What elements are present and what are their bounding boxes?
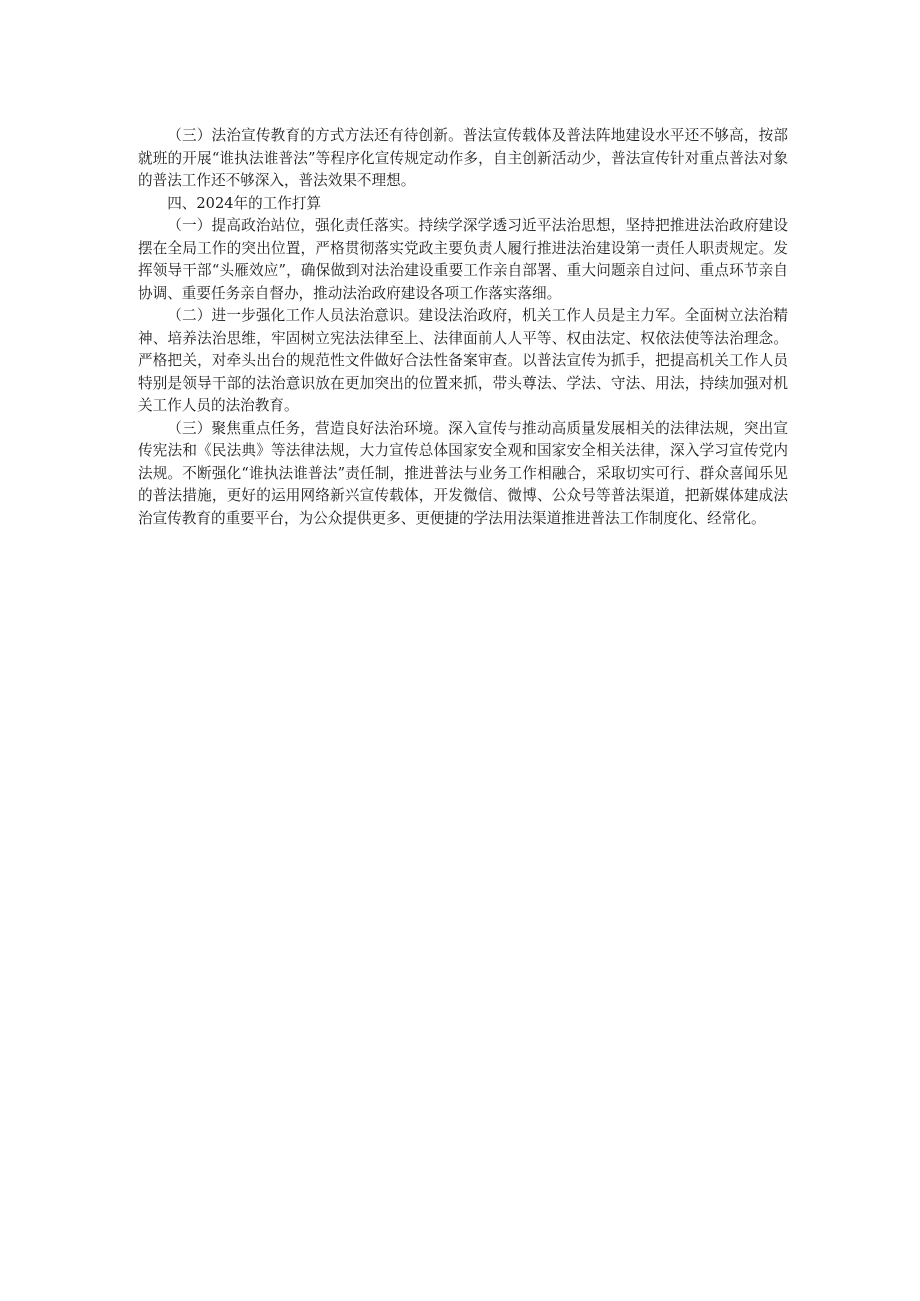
document-body: [138, 125, 788, 530]
section-heading-2024-plan: 四、2024年的工作打算: [167, 194, 322, 212]
paragraph-plan-3: （三）聚焦重点任务，营造良好法治环境。深入宣传与推动高质量发展相关的法律法规，突出宣传宪法和《民法典》等法律法规，大力宣传总体国家安全观和国家安全相关法律，深入学习宣传党内法规。不断强化“谁执法谁普法”责任制，推进普法与业务工作相融合，采取切实可行、群众喜闻乐见的普法措施，更好的运用网络新兴宣传载体，开发微信、微博、公众号等普法渠道，把新媒体建成法治宣传教育的重要平台，为公众提供更多、更便捷的学法用法渠道推进普法工作制度化、经常化。: [138, 419, 788, 527]
paragraph-problem-3: （三）法治宣传教育的方式方法还有待创新。普法宣传载体及普法阵地建设水平还不够高，按部就班的开展“谁执法谁普法”等程序化宣传规定动作多，自主创新活动少，普法宣传针对重点普法对象的普法工作还不够深入，普法效果不理想。: [138, 127, 788, 189]
paragraph-plan-2: （二）进一步强化工作人员法治意识。建设法治政府，机关工作人员是主力军。全面树立法治精神、培养法治思维，牢固树立宪法法律至上、法律面前人人平等、权由法定、权依法使等法治理念。严格把关，对牵头出台的规范性文件做好合法性备案审查。以普法宣传为抓手，把提高机关工作人员特别是领导干部的法治意识放在更加突出的位置来抓，带头尊法、学法、守法、用法，持续加强对机关工作人员的法治教育。: [138, 307, 788, 414]
paragraph-plan-1: （一）提高政治站位，强化责任落实。持续学深学透习近平法治思想，坚持把推进法治政府建设摆在全局工作的突出位置，严格贯彻落实党政主要负责人履行推进法治建设第一责任人职责规定。发挥领导干部“头雁效应”，确保做到对法治建设重要工作亲自部署、重大问题亲自过问、重点环节亲自协调、重要任务亲自督办，推动法治政府建设各项工作落实落细。: [138, 217, 788, 302]
